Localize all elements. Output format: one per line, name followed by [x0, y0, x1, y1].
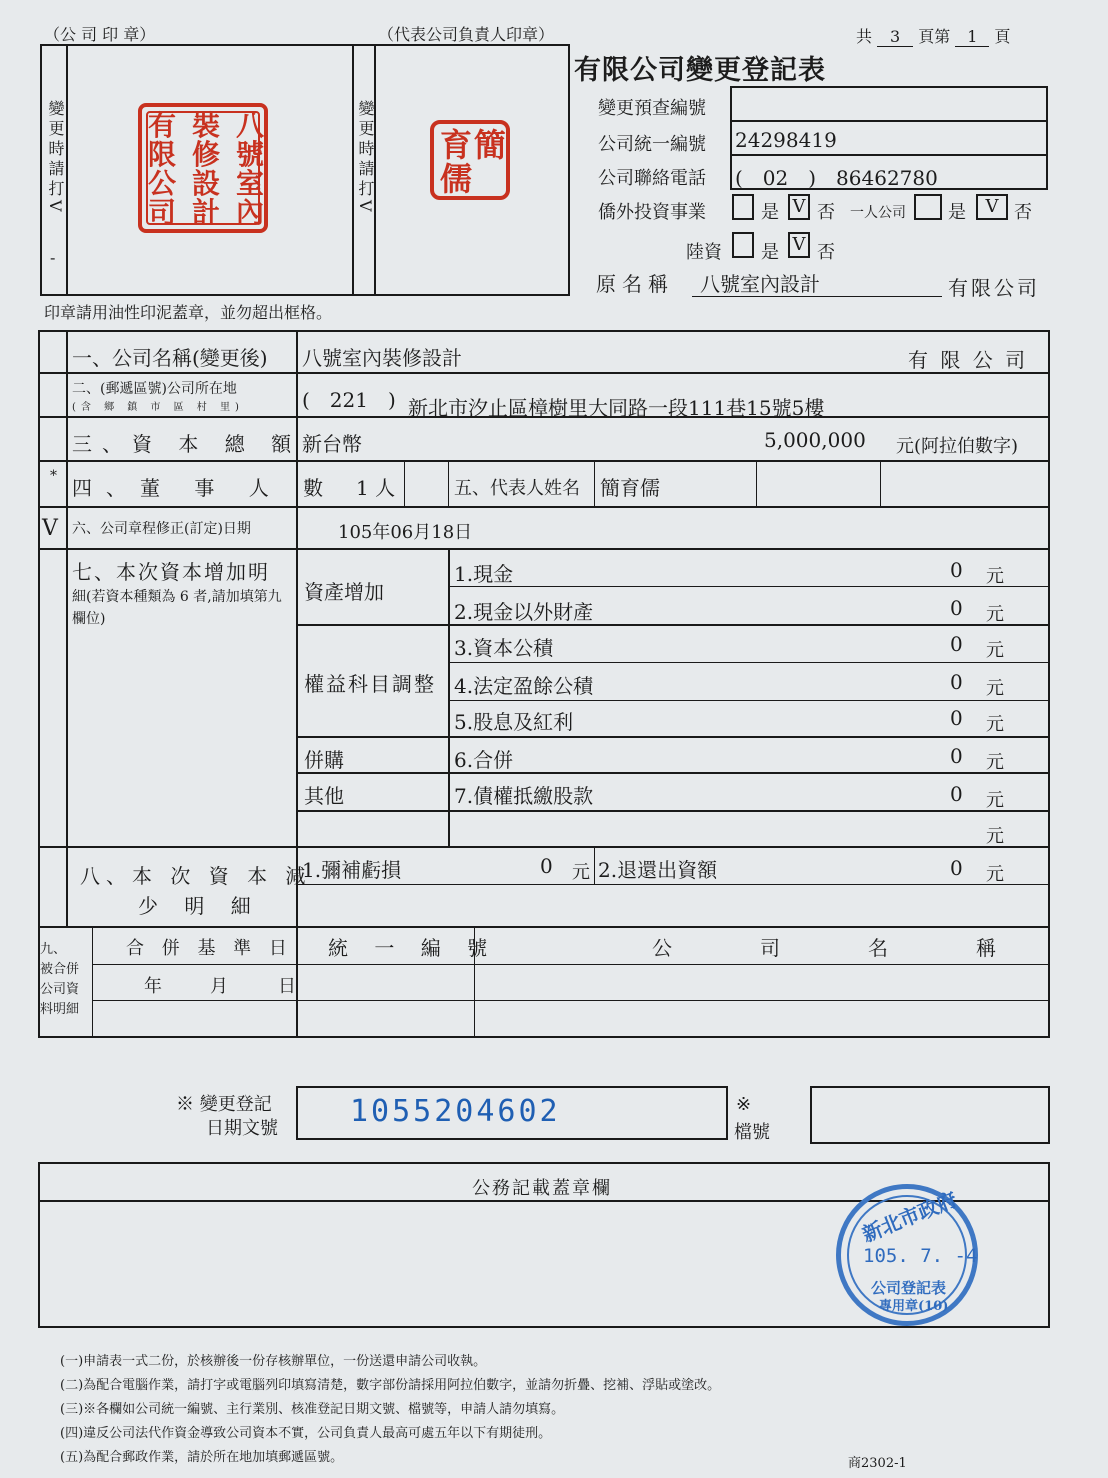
- company-seal-row: [148, 169, 264, 198]
- capital-reduction-label2: 少 明 細: [138, 894, 261, 918]
- capital-currency: 新台幣: [302, 432, 362, 456]
- rep-seal-char: 儒: [440, 160, 473, 198]
- precheck-field[interactable]: [730, 86, 1048, 122]
- merged-company-label-line: 公司資: [40, 982, 80, 997]
- government-stamp: [836, 1184, 978, 1326]
- page-current: 1: [955, 27, 989, 47]
- item-value[interactable]: 0: [950, 596, 963, 620]
- phone-value: ( 02 ) 86462780: [735, 166, 938, 190]
- official-stamp-title: 公務記載蓋章欄: [472, 1178, 612, 1199]
- address-value[interactable]: 新北市汐止區樟樹里大同路一段111巷15號5樓: [408, 396, 825, 420]
- item-value[interactable]: 0: [950, 632, 963, 656]
- merged-company-label-line: 九、: [40, 942, 67, 957]
- company-seal-char: 計: [191, 196, 220, 229]
- note-item: (三)※各欄如公司統一編號、主行業別、核准登記日期文號、檔號等，申請人請勿填寫。: [60, 1402, 565, 1417]
- item-unit: 元: [986, 604, 1004, 625]
- original-name-suffix: 有限公司: [948, 276, 1040, 300]
- company-seal-char: 室: [235, 167, 264, 200]
- item-unit: 元: [986, 566, 1004, 587]
- item-label: 1.現金: [454, 562, 514, 586]
- articles-amend-mark: V: [42, 516, 58, 541]
- rep-seal-char: 育: [440, 126, 473, 164]
- overseas-label: 僑外投資事業: [598, 202, 706, 223]
- form-title: 有限公司變更登記表: [574, 55, 826, 86]
- item-value[interactable]: 0: [950, 706, 963, 730]
- overseas-no-label: 否: [817, 202, 835, 223]
- company-seal-char: 司: [148, 196, 177, 229]
- stamp-bottom-text2: 專用章(10): [879, 1299, 949, 1314]
- item-unit: 元: [986, 678, 1004, 699]
- company-name-suffix: 有 限 公 司: [908, 348, 1029, 372]
- reg-date-no-field[interactable]: [296, 1086, 728, 1140]
- page-counter: [856, 24, 1010, 47]
- company-seal-char: 內: [235, 196, 264, 229]
- mainland-no-checkbox[interactable]: V: [788, 232, 810, 258]
- notes: [60, 1350, 720, 1470]
- company-seal-char: 設: [191, 167, 220, 200]
- company-seal-row: [148, 198, 264, 227]
- one-person-label: 一人公司: [850, 205, 906, 221]
- overseas-yes-checkbox[interactable]: [732, 194, 754, 220]
- merger-base-date-header: 合 併 基 準 日: [126, 938, 293, 959]
- merged-company-label-line: 被合併: [40, 962, 80, 977]
- reg-date-no-value: 1055204602: [350, 1094, 561, 1129]
- directors-label: 四、董 事 人 數: [72, 476, 338, 500]
- merged-company-label-line: 料明細: [40, 1002, 80, 1017]
- page-total-prefix: 共: [856, 27, 873, 46]
- company-seal: [138, 103, 268, 233]
- merged-company-name-header: 公 司 名 稱: [652, 936, 1030, 960]
- file-no-label: 檔號: [734, 1122, 770, 1143]
- change-note-mark: -: [50, 248, 56, 267]
- original-name-label: 原名稱: [596, 272, 674, 296]
- other-label: 其他: [304, 784, 344, 808]
- representative-label: 五、代表人姓名: [454, 478, 580, 499]
- one-person-yes-checkbox[interactable]: [914, 194, 942, 220]
- company-seal-row: [148, 140, 264, 169]
- capital-label: 三、資 本 總 額: [72, 432, 302, 456]
- phone-field[interactable]: [730, 154, 1048, 190]
- reduction-item2-label: 2.退還出資額: [598, 858, 718, 882]
- stamp-date: 105. 7. -4: [863, 1245, 978, 1267]
- item-unit: 元: [986, 826, 1004, 847]
- address-label-sub: (含 鄉 鎮 市 區 村 里): [72, 402, 244, 413]
- mainland-yes-label: 是: [761, 242, 779, 263]
- company-seal-char: 修: [191, 138, 220, 171]
- merger-date-year: 年: [144, 976, 162, 997]
- precheck-label: 變更預查編號: [598, 98, 706, 119]
- rep-seal-caption: （代表公司負責人印章）: [378, 25, 555, 44]
- mainland-label: 陸資: [686, 242, 722, 263]
- representative-name[interactable]: 簡育儒: [600, 476, 660, 500]
- company-seal-caption: （公 司 印 章）: [44, 25, 156, 44]
- seal-instruction: 印章請用油性印泥蓋章，並勿超出框格。: [44, 303, 333, 322]
- one-person-yes-label: 是: [948, 202, 966, 223]
- reduction-item2-unit: 元: [986, 864, 1004, 885]
- item-label: 4.法定盈餘公積: [454, 674, 594, 698]
- address-label: 二、(郵遞區號)公司所在地: [72, 381, 237, 397]
- reg-date-no-label2: 日期文號: [206, 1118, 278, 1139]
- file-no-mark: ※: [736, 1094, 752, 1115]
- address-zip[interactable]: ( 221 ): [302, 388, 396, 412]
- item-value[interactable]: 0: [950, 558, 963, 582]
- item-value[interactable]: 0: [950, 744, 963, 768]
- capital-reduction-label: 八、本 次 資 本 減: [80, 864, 312, 888]
- mainland-yes-checkbox[interactable]: [732, 232, 754, 258]
- company-name-label: 一、公司名稱(變更後): [72, 346, 268, 370]
- company-seal-char: 裝: [191, 109, 220, 142]
- item-value[interactable]: 0: [950, 782, 963, 806]
- capital-unit: 元(阿拉伯數字): [896, 436, 1019, 457]
- one-person-no-checkbox[interactable]: V: [976, 194, 1008, 220]
- company-seal-char: 八: [235, 109, 264, 142]
- change-note-company: 變更時請打V: [46, 100, 65, 216]
- company-seal-char: 限: [148, 138, 177, 171]
- page-mid: 頁第: [918, 27, 951, 46]
- item-label: 5.股息及紅利: [454, 710, 574, 734]
- overseas-yes-label: 是: [761, 202, 779, 223]
- item-unit: 元: [986, 790, 1004, 811]
- equity-adjust-label: 權益科目調整: [304, 672, 436, 696]
- company-name-value[interactable]: 八號室內裝修設計: [302, 346, 462, 370]
- rep-seal: [430, 120, 510, 200]
- rep-seal-char: 簡: [474, 126, 507, 164]
- company-seal-row: [148, 111, 264, 140]
- item-unit: 元: [986, 752, 1004, 773]
- item-label: 7.債權抵繳股款: [454, 784, 594, 808]
- company-seal-char: 有: [148, 109, 177, 142]
- page-total: 3: [877, 27, 913, 47]
- company-seal-char: 公: [148, 167, 177, 200]
- item-value[interactable]: 0: [950, 670, 963, 694]
- phone-label: 公司聯絡電話: [598, 168, 706, 189]
- note-item: (四)違反公司法代作資金導致公司資本不實，公司負責人最高可處五年以下有期徒刑。: [60, 1426, 552, 1441]
- merged-company-label: [40, 940, 92, 1020]
- merged-uniform-no-header: 統 一 編 號: [328, 936, 498, 960]
- item-label: 2.現金以外財產: [454, 600, 594, 624]
- capital-amount[interactable]: 5,000,000: [764, 428, 866, 452]
- uniform-no-label: 公司統一編號: [598, 134, 706, 155]
- directors-mark: *: [50, 468, 57, 484]
- item-unit: 元: [986, 640, 1004, 661]
- reduction-item1-label: 1.彌補虧損: [302, 858, 402, 882]
- mainland-no-label: 否: [817, 242, 835, 263]
- articles-amend-date[interactable]: 105年06月18日: [338, 522, 473, 543]
- note-item: (一)申請表一式二份，於核辦後一份存核辦單位，一份送還申請公司收執。: [60, 1354, 487, 1369]
- change-note-rep: 變更時請打V: [356, 100, 375, 216]
- note-item: (二)為配合電腦作業，請打字或電腦列印填寫清楚，數字部份請採用阿拉伯數字，並請勿折疊、挖補、浮貼或塗改。: [60, 1378, 721, 1393]
- company-seal-char: 號: [235, 138, 264, 171]
- capital-increase-label: 七、本次資本增加明: [72, 560, 270, 584]
- item-label: 6.合併: [454, 748, 514, 772]
- asset-increase-label: 資產增加: [304, 580, 384, 604]
- overseas-no-checkbox[interactable]: V: [788, 194, 810, 220]
- stamp-bottom-text: 公司登記表: [871, 1279, 947, 1297]
- one-person-no-label: 否: [1014, 202, 1032, 223]
- reduction-item2-value[interactable]: 0: [950, 856, 963, 880]
- merger-date-day: 日: [278, 976, 296, 997]
- form-code: 商2302-1: [848, 1456, 907, 1471]
- note-item: (五)為配合郵政作業，請於所在地加填郵遞區號。: [60, 1450, 344, 1465]
- uniform-no-value: 24298419: [735, 128, 837, 152]
- reduction-item1-value[interactable]: 0: [540, 854, 553, 878]
- capital-increase-note: 細(若資本種類為 6 者,請加填第九欄位): [72, 589, 282, 627]
- item-label: 3.資本公積: [454, 636, 554, 660]
- merger-date-month: 月: [210, 976, 228, 997]
- file-no-field[interactable]: [810, 1086, 1050, 1144]
- reduction-item1-unit: 元: [572, 862, 590, 883]
- original-name-value: 八號室內設計: [700, 272, 820, 296]
- uniform-no-field[interactable]: [730, 120, 1048, 156]
- stamp-top-text: 新北市政府: [858, 1187, 961, 1247]
- item-unit: 元: [986, 714, 1004, 735]
- reg-date-no-label: ※ 變更登記: [176, 1094, 272, 1115]
- articles-amend-label: 六、公司章程修正(訂定)日期: [72, 521, 251, 537]
- page-suffix: 頁: [994, 27, 1011, 46]
- merger-label: 併購: [304, 748, 344, 772]
- directors-count[interactable]: 1 人: [356, 476, 396, 500]
